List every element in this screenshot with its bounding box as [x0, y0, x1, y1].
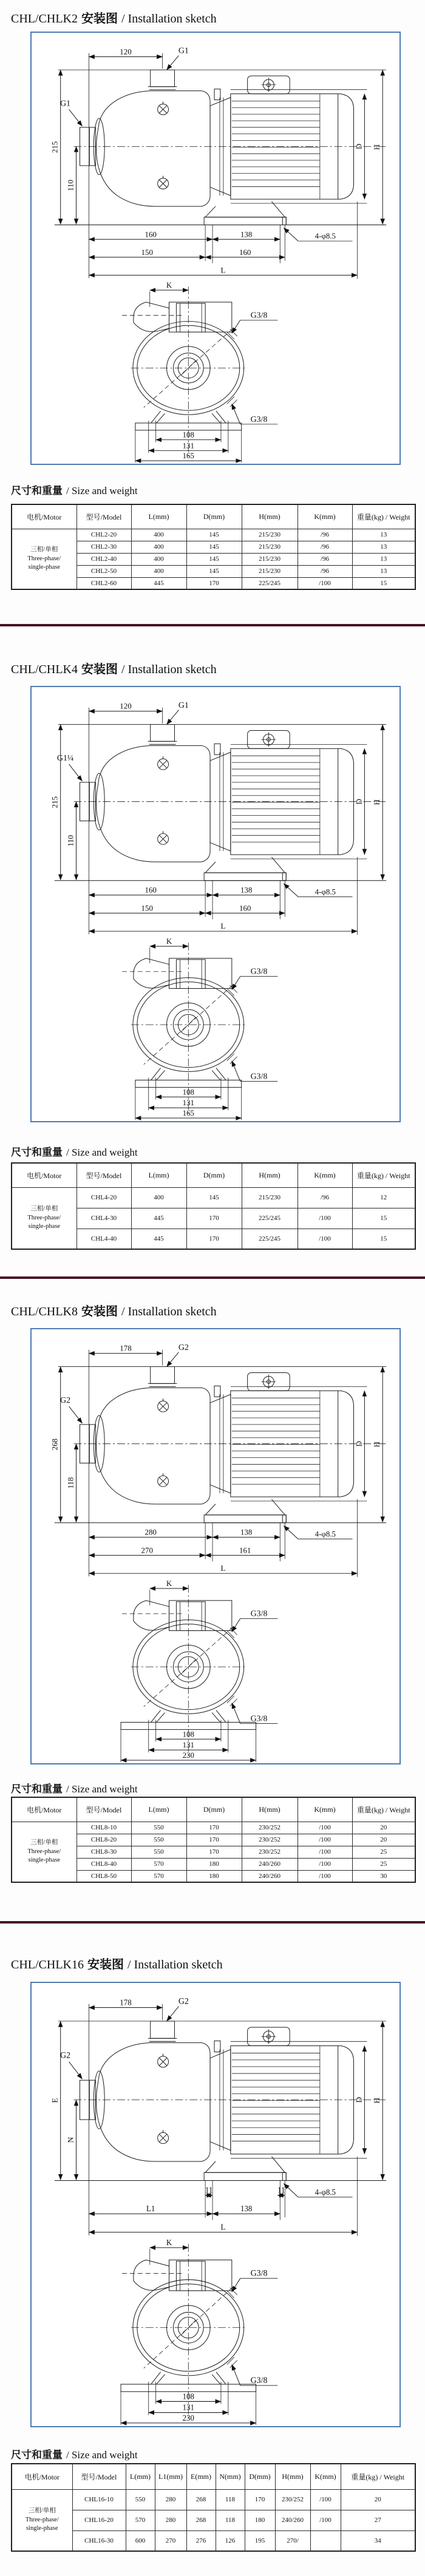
- column-header: K(mm): [298, 1163, 352, 1187]
- table-cell: 180: [186, 1858, 242, 1870]
- table-cell: 268: [186, 2489, 216, 2510]
- title-model-text: CHL/CHLK16: [11, 1958, 84, 1971]
- dim-label: 165: [182, 452, 194, 461]
- table-header-row: [12, 1163, 415, 1187]
- table-cell: 170: [186, 1846, 242, 1858]
- table-cell: /96: [298, 1187, 352, 1208]
- dim-label: G3/8: [250, 2375, 268, 2386]
- column-header: L(mm): [131, 1797, 186, 1822]
- heading-zh-text: 尺寸和重量: [11, 1783, 63, 1795]
- motor-line: single-phase: [28, 1222, 60, 1230]
- table-cell: 12: [352, 1187, 415, 1208]
- dim-label: K: [166, 281, 172, 290]
- table-cell: 34: [341, 2530, 415, 2551]
- title-en-text: / Installation sketch: [121, 12, 217, 25]
- page-divider: [0, 1276, 425, 1279]
- column-header: K(mm): [298, 504, 352, 529]
- dim-label: L1: [146, 2204, 155, 2214]
- table-cell: CHL16-20: [72, 2510, 126, 2530]
- table-cell: 400: [131, 553, 186, 565]
- table-cell: 230/252: [242, 1846, 298, 1858]
- dim-label: 131: [182, 1098, 194, 1108]
- title-zh-text: 安装图: [81, 663, 118, 676]
- table-body: [12, 1187, 415, 1249]
- table-cell: 445: [131, 577, 186, 589]
- table-cell: 15: [352, 1229, 415, 1249]
- column-header: 型号/Model: [76, 504, 131, 529]
- dim-label: 11: [277, 2185, 285, 2195]
- dim-label: 4-φ8.5: [314, 1529, 336, 1539]
- dim-label: 178: [120, 1998, 132, 2007]
- table-cell: 145: [186, 1187, 242, 1208]
- table-cell: CHL16-30: [72, 2530, 126, 2551]
- column-header: E(mm): [186, 2464, 216, 2489]
- column-header: L1(mm): [155, 2464, 186, 2489]
- table-row: [12, 2489, 415, 2510]
- table-cell: 170: [186, 577, 242, 589]
- dim-label: 138: [240, 885, 253, 895]
- table-cell: 550: [126, 2489, 155, 2510]
- motor-line: single-phase: [26, 2524, 58, 2532]
- heading-zh-text: 尺寸和重量: [11, 2449, 63, 2461]
- table-cell: CHL2-40: [76, 553, 131, 565]
- table-cell: 225/245: [242, 577, 298, 589]
- table-cell: CHL8-20: [76, 1834, 131, 1846]
- motor-line: Three-phase/: [25, 2516, 59, 2523]
- column-header: H(mm): [242, 1163, 298, 1187]
- page-divider: [0, 1921, 425, 1924]
- dim-label: G2: [178, 1343, 189, 1352]
- table-cell: 13: [352, 529, 415, 541]
- table-cell: 240/260: [275, 2510, 310, 2530]
- section-title: [11, 1301, 217, 1319]
- table-cell: 570: [131, 1870, 186, 1882]
- table-head: [12, 1797, 415, 1822]
- column-header: D(mm): [245, 2464, 275, 2489]
- dim-label: G3/8: [250, 967, 268, 977]
- section-title: [11, 659, 217, 677]
- table-cell: 195: [245, 2530, 275, 2551]
- table-cell: 280: [155, 2510, 186, 2530]
- table-cell: CHL2-50: [76, 565, 131, 577]
- size-weight-table: [11, 504, 416, 590]
- installation-sketch-box: [30, 32, 401, 465]
- dim-label: L: [220, 921, 226, 931]
- column-header: 电机/Motor: [12, 504, 76, 529]
- heading-en-text: / Size and weight: [66, 1783, 138, 1795]
- installation-sketch-box: [30, 686, 401, 1122]
- table-cell: 20: [352, 1822, 415, 1834]
- column-header: H(mm): [242, 1797, 298, 1822]
- table-cell: 145: [186, 541, 242, 553]
- table-cell: 20: [352, 1834, 415, 1846]
- pump-drawing: [50, 701, 386, 1120]
- dim-label: G2: [178, 1996, 189, 2007]
- column-header: H(mm): [242, 504, 298, 529]
- column-header: 型号/Model: [76, 1163, 131, 1187]
- table-cell: 215/230: [242, 1187, 298, 1208]
- column-header: 电机/Motor: [12, 1163, 76, 1187]
- column-header: 重量(kg) / Weight: [352, 504, 415, 529]
- table-cell: 400: [131, 541, 186, 553]
- table-cell: 270/: [275, 2530, 310, 2551]
- title-zh-text: 安装图: [87, 1958, 124, 1971]
- dim-label: 108: [182, 430, 194, 439]
- dim-label: H: [372, 1442, 382, 1448]
- dim-label: 120: [120, 701, 132, 711]
- dim-label: 280: [144, 1527, 157, 1537]
- dim-label: 11: [205, 2185, 213, 2195]
- table-cell: 145: [186, 529, 242, 541]
- pump-sketch-svg: [32, 1329, 399, 1763]
- table-cell: 550: [131, 1846, 186, 1858]
- table-cell: 445: [131, 1229, 186, 1249]
- table-cell: /100: [298, 1822, 352, 1834]
- table-row: [12, 529, 415, 541]
- section-title: [11, 8, 217, 26]
- table-cell: 550: [131, 1834, 186, 1846]
- column-header: 电机/Motor: [12, 2464, 72, 2489]
- dim-label: G3/8: [250, 415, 268, 424]
- size-weight-table: [11, 2463, 416, 2552]
- table-cell: 230/252: [242, 1834, 298, 1846]
- dim-label: H: [372, 799, 382, 805]
- table-cell: 280: [155, 2489, 186, 2510]
- dim-label: G2: [60, 2050, 71, 2061]
- table-cell: CHL4-20: [76, 1187, 131, 1208]
- table-cell: CHL2-20: [76, 529, 131, 541]
- column-header: L(mm): [131, 1163, 186, 1187]
- table-cell: 240/260: [242, 1858, 298, 1870]
- size-weight-table: [11, 1162, 416, 1250]
- table-head: [12, 2464, 415, 2489]
- table-cell: 600: [126, 2530, 155, 2551]
- table-cell: /100: [298, 1846, 352, 1858]
- dim-label: K: [166, 2237, 172, 2247]
- table-cell: 230/252: [242, 1822, 298, 1834]
- table-cell: CHL8-50: [76, 1870, 131, 1882]
- table-cell: [310, 2530, 341, 2551]
- column-header: 型号/Model: [72, 2464, 126, 2489]
- table-cell: 400: [131, 565, 186, 577]
- dim-label: G1: [178, 700, 189, 710]
- table-cell: 15: [352, 1208, 415, 1229]
- motor-cell: [12, 1822, 76, 1882]
- column-header: D(mm): [186, 504, 242, 529]
- dim-label: 160: [239, 248, 251, 257]
- motor-line: 三相/单相: [28, 2507, 56, 2515]
- dim-label: 108: [182, 1087, 194, 1097]
- table-cell: 570: [131, 1858, 186, 1870]
- dim-label: 108: [182, 1729, 194, 1739]
- dim-label: L: [220, 1564, 226, 1573]
- dim-label: G3/8: [250, 1714, 268, 1724]
- dim-label: 138: [240, 2204, 253, 2214]
- table-cell: CHL2-60: [76, 577, 131, 589]
- heading-zh-text: 尺寸和重量: [11, 485, 63, 497]
- dim-label: G1¼: [56, 754, 74, 764]
- column-header: H(mm): [275, 2464, 310, 2489]
- motor-line: Three-phase/: [27, 1214, 61, 1221]
- title-zh-text: 安装图: [81, 1305, 118, 1318]
- dim-label: K: [166, 937, 172, 946]
- heading-en-text: / Size and weight: [66, 1147, 138, 1158]
- table-cell: 268: [186, 2510, 216, 2530]
- pump-drawing: [51, 46, 386, 463]
- table-cell: 270: [155, 2530, 186, 2551]
- pump-sketch-svg: [32, 1983, 399, 2426]
- dim-label: 4-φ8.5: [314, 887, 336, 897]
- table-row: [12, 1187, 415, 1208]
- table-cell: 180: [245, 2510, 275, 2530]
- table-cell: CHL8-10: [76, 1822, 131, 1834]
- dim-label: L: [220, 266, 226, 275]
- column-header: 重量(kg) / Weight: [352, 1163, 415, 1187]
- dim-label: 178: [120, 1343, 132, 1353]
- table-cell: /100: [310, 2510, 341, 2530]
- motor-line: Three-phase/: [27, 1848, 61, 1855]
- table-cell: /100: [298, 1229, 352, 1249]
- dim-label: D: [355, 143, 364, 149]
- column-header: 重量(kg) / Weight: [341, 2464, 415, 2489]
- dim-label: G3/8: [250, 1072, 268, 1082]
- table-head: [12, 1163, 415, 1187]
- dim-label: 230: [182, 1751, 194, 1760]
- dim-label: H: [373, 144, 382, 150]
- motor-line: 三相/单相: [30, 1205, 58, 1213]
- table-cell: 240/260: [242, 1870, 298, 1882]
- table-body: [12, 529, 415, 589]
- dim-label: 150: [141, 248, 153, 257]
- table-cell: 400: [131, 529, 186, 541]
- dim-label: 131: [182, 2402, 194, 2412]
- column-header: K(mm): [310, 2464, 341, 2489]
- table-cell: 215/230: [242, 565, 298, 577]
- table-cell: 27: [341, 2510, 415, 2530]
- title-model-text: CHL/CHLK2: [11, 12, 78, 25]
- section-title: [11, 1954, 223, 1972]
- table-cell: 170: [186, 1834, 242, 1846]
- pump-sketch-svg: [32, 33, 399, 464]
- dim-label: G1: [60, 98, 71, 108]
- title-model-text: CHL/CHLK8: [11, 1305, 78, 1318]
- table-cell: CHL8-30: [76, 1846, 131, 1858]
- dim-label: 118: [66, 1477, 75, 1489]
- table-cell: /96: [298, 553, 352, 565]
- dim-label: N: [66, 2137, 75, 2143]
- heading-en-text: / Size and weight: [66, 2449, 138, 2461]
- table-cell: 225/245: [242, 1208, 298, 1229]
- dim-label: 138: [240, 1527, 253, 1537]
- column-header: 电机/Motor: [12, 1797, 76, 1822]
- dim-label: 268: [50, 1438, 59, 1451]
- table-cell: /100: [298, 577, 352, 589]
- column-header: 型号/Model: [76, 1797, 131, 1822]
- dim-label: 160: [144, 885, 157, 895]
- dim-label: L: [220, 2222, 226, 2232]
- table-body: [12, 2489, 415, 2551]
- column-header: N(mm): [216, 2464, 245, 2489]
- motor-line: Three-phase/: [27, 555, 61, 562]
- table-cell: 230/252: [275, 2489, 310, 2510]
- table-cell: 25: [352, 1858, 415, 1870]
- table-row: [12, 2530, 415, 2551]
- dim-label: 4-φ8.5: [314, 2187, 336, 2197]
- heading-en-text: / Size and weight: [66, 485, 138, 497]
- dim-label: 215: [50, 796, 59, 808]
- table-cell: 118: [216, 2489, 245, 2510]
- installation-sketch-box: [30, 1328, 401, 1764]
- table-head: [12, 504, 415, 529]
- page-divider: [0, 624, 425, 626]
- dim-label: H: [372, 2097, 382, 2104]
- size-weight-heading: [11, 1144, 138, 1159]
- dim-label: 150: [141, 903, 153, 913]
- table-cell: 13: [352, 565, 415, 577]
- motor-cell: [12, 1187, 76, 1249]
- dim-label: 160: [144, 230, 157, 239]
- pump-drawing: [50, 1996, 386, 2425]
- dim-label: D: [354, 799, 364, 805]
- table-cell: /100: [298, 1834, 352, 1846]
- dim-label: 4-φ8.5: [314, 232, 336, 241]
- dim-label: 230: [182, 2413, 194, 2422]
- dim-label: D: [354, 1441, 364, 1447]
- table-cell: /100: [298, 1858, 352, 1870]
- table-header-row: [12, 2464, 415, 2489]
- title-model-text: CHL/CHLK4: [11, 663, 78, 676]
- table-cell: /100: [310, 2489, 341, 2510]
- table-cell: 30: [352, 1870, 415, 1882]
- table-cell: 215/230: [242, 529, 298, 541]
- dim-label: G2: [60, 1396, 71, 1406]
- title-zh-text: 安装图: [81, 12, 118, 25]
- size-weight-heading: [11, 1780, 138, 1795]
- dim-label: 270: [141, 1545, 153, 1555]
- table-cell: 170: [186, 1208, 242, 1229]
- dim-label: G1: [178, 46, 189, 55]
- installation-sketch-box: [30, 1982, 401, 2427]
- title-en-text: / Installation sketch: [121, 1305, 217, 1318]
- dim-label: D: [354, 2096, 364, 2103]
- table-body: [12, 1822, 415, 1882]
- column-header: D(mm): [186, 1163, 242, 1187]
- dim-label: 165: [182, 1108, 194, 1118]
- dim-label: G3/8: [250, 1609, 268, 1619]
- pump-sketch-svg: [32, 687, 399, 1121]
- dim-label: 160: [239, 903, 251, 913]
- column-header: 重量(kg) / Weight: [352, 1797, 415, 1822]
- table-cell: 15: [352, 577, 415, 589]
- table-cell: CHL8-40: [76, 1858, 131, 1870]
- motor-line: single-phase: [28, 1856, 60, 1863]
- table-cell: /100: [298, 1208, 352, 1229]
- motor-line: 三相/单相: [30, 546, 58, 554]
- table-cell: 126: [216, 2530, 245, 2551]
- dim-label: G3/8: [250, 310, 268, 320]
- title-en-text: / Installation sketch: [127, 1958, 223, 1971]
- table-cell: /100: [298, 1870, 352, 1882]
- title-en-text: / Installation sketch: [121, 663, 217, 676]
- pump-drawing: [50, 1343, 386, 1762]
- column-header: K(mm): [298, 1797, 352, 1822]
- dim-label: 131: [182, 1740, 194, 1750]
- table-cell: CHL16-10: [72, 2489, 126, 2510]
- table-cell: 276: [186, 2530, 216, 2551]
- size-weight-table: [11, 1797, 416, 1883]
- table-cell: 145: [186, 553, 242, 565]
- table-cell: 550: [131, 1822, 186, 1834]
- table-cell: 20: [341, 2489, 415, 2510]
- table-cell: CHL4-40: [76, 1229, 131, 1249]
- table-cell: 215/230: [242, 541, 298, 553]
- table-cell: CHL2-30: [76, 541, 131, 553]
- table-cell: 25: [352, 1846, 415, 1858]
- table-cell: 13: [352, 553, 415, 565]
- table-cell: 170: [186, 1822, 242, 1834]
- dim-label: K: [166, 1579, 172, 1588]
- dim-label: 215: [50, 141, 59, 153]
- motor-line: 三相/单相: [30, 1839, 58, 1846]
- heading-zh-text: 尺寸和重量: [11, 1147, 63, 1158]
- table-cell: 13: [352, 541, 415, 553]
- table-header-row: [12, 1797, 415, 1822]
- column-header: L(mm): [131, 504, 186, 529]
- dim-label: 138: [240, 230, 253, 239]
- dim-label: G3/8: [250, 2268, 268, 2279]
- table-cell: 225/245: [242, 1229, 298, 1249]
- dim-label: 120: [120, 47, 132, 56]
- dim-label: 131: [182, 441, 194, 450]
- motor-cell: [12, 529, 76, 589]
- table-cell: 570: [126, 2510, 155, 2530]
- table-cell: 445: [131, 1208, 186, 1229]
- dim-label: 110: [66, 835, 75, 847]
- table-cell: 170: [245, 2489, 275, 2510]
- dim-label: 110: [66, 180, 75, 191]
- size-weight-heading: [11, 2446, 138, 2461]
- table-row: [12, 1822, 415, 1834]
- table-cell: 118: [216, 2510, 245, 2530]
- dim-label: 161: [239, 1545, 251, 1555]
- table-cell: 400: [131, 1187, 186, 1208]
- table-cell: /96: [298, 529, 352, 541]
- size-weight-heading: [11, 482, 138, 497]
- dim-label: E: [50, 2098, 59, 2103]
- column-header: D(mm): [186, 1797, 242, 1822]
- dim-label: 108: [182, 2391, 194, 2401]
- table-row: [12, 2510, 415, 2530]
- table-header-row: [12, 504, 415, 529]
- table-cell: 145: [186, 565, 242, 577]
- motor-line: single-phase: [28, 563, 60, 571]
- table-cell: /96: [298, 541, 352, 553]
- table-cell: /96: [298, 565, 352, 577]
- column-header: L(mm): [126, 2464, 155, 2489]
- table-cell: 215/230: [242, 553, 298, 565]
- table-cell: 170: [186, 1229, 242, 1249]
- motor-cell: [12, 2489, 72, 2551]
- table-cell: CHL4-30: [76, 1208, 131, 1229]
- table-cell: 180: [186, 1870, 242, 1882]
